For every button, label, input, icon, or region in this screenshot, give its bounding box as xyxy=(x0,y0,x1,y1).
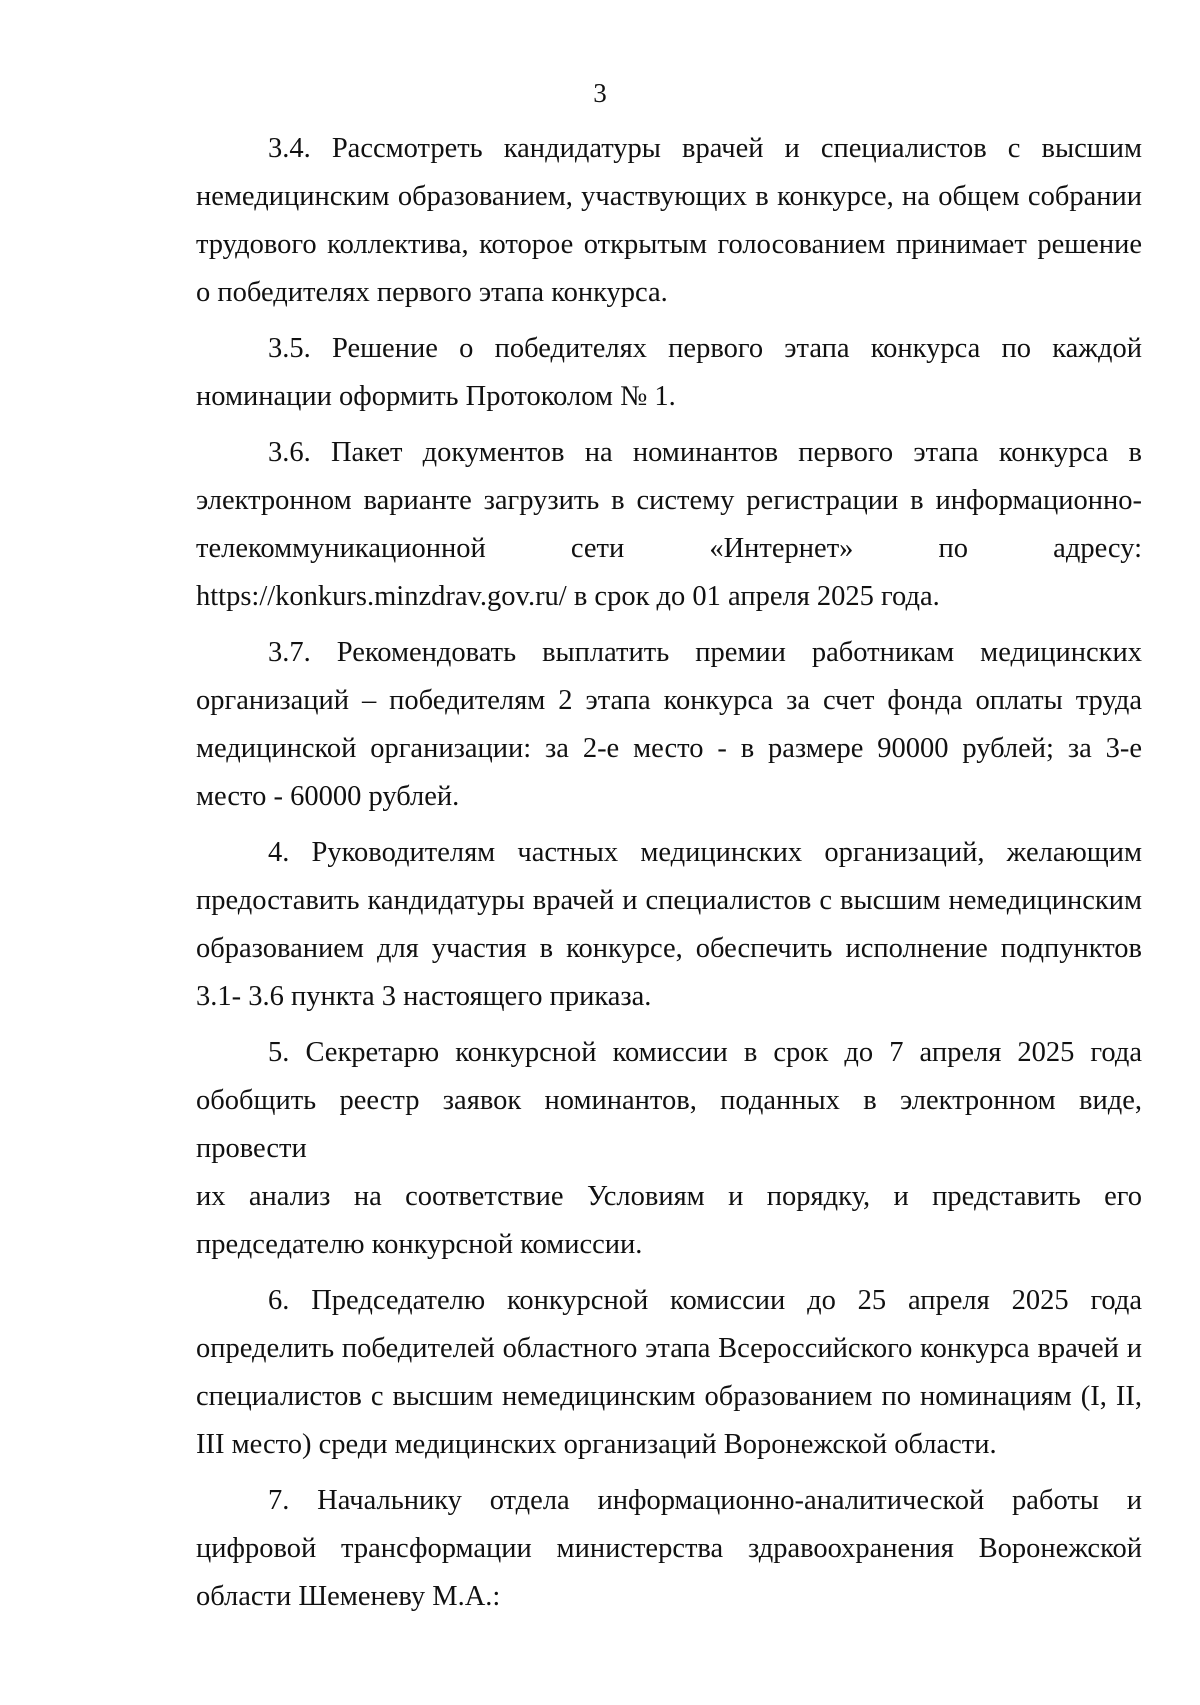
text-line: https://konkurs.minzdrav.gov.ru/ в срок до 01 апреля 2025 года. xyxy=(196,581,940,612)
paragraph-p3-5 xyxy=(196,325,1142,421)
text-line: 7. Начальнику отдела информационно-аналитической работы и xyxy=(268,1485,1142,1516)
text-line: место - 60000 рублей. xyxy=(196,781,460,812)
paragraph-p3-7 xyxy=(196,629,1142,821)
text-line: образованием для участия в конкурсе, обеспечить исполнение подпунктов xyxy=(196,933,1142,964)
document-body xyxy=(196,125,1142,1629)
paragraph-p3-4 xyxy=(196,125,1142,317)
text-line: 3.5. Решение о победителях первого этапа конкурса по каждой xyxy=(268,333,1142,364)
paragraph-p4 xyxy=(196,829,1142,1021)
page-number: 3 xyxy=(593,78,607,108)
text-line: их анализ на соответствие Условиям и порядку, и представить его xyxy=(196,1181,1142,1212)
text-line: 4. Руководителям частных медицинских организаций, желающим xyxy=(268,837,1142,868)
text-line: 6. Председателю конкурсной комиссии до 25 апреля 2025 года xyxy=(268,1285,1142,1316)
text-line: о победителях первого этапа конкурса. xyxy=(196,277,668,308)
text-line: обобщить реестр заявок номинантов, поданных в электронном виде, провести xyxy=(196,1085,1142,1164)
text-line: предоставить кандидатуры врачей и специалистов с высшим немедицинским xyxy=(196,885,1142,916)
text-line: определить победителей областного этапа Всероссийского конкурса врачей и xyxy=(196,1333,1142,1364)
text-line: организаций – победителям 2 этапа конкурса за счет фонда оплаты труда xyxy=(196,685,1142,716)
text-line: 3.6. Пакет документов на номинантов первого этапа конкурса в xyxy=(268,437,1142,468)
text-line: 5. Секретарю конкурсной комиссии в срок до 7 апреля 2025 года xyxy=(268,1037,1142,1068)
text-line: 3.4. Рассмотреть кандидатуры врачей и специалистов с высшим xyxy=(268,133,1142,164)
paragraph-p5 xyxy=(196,1029,1142,1269)
paragraph-p6 xyxy=(196,1277,1142,1469)
text-line: председателю конкурсной комиссии. xyxy=(196,1229,643,1260)
text-line: немедицинским образованием, участвующих в конкурсе, на общем собрании xyxy=(196,181,1142,212)
text-line: цифровой трансформации министерства здравоохранения Воронежской xyxy=(196,1533,1142,1564)
paragraph-p3-6 xyxy=(196,429,1142,621)
text-line: трудового коллектива, которое открытым голосованием принимает решение xyxy=(196,229,1142,260)
text-line: III место) среди медицинских организаций Воронежской области. xyxy=(196,1429,997,1460)
text-line: телекоммуникационной сети «Интернет» по адресу: xyxy=(196,533,1142,564)
text-line: номинации оформить Протоколом № 1. xyxy=(196,381,676,412)
paragraph-p7 xyxy=(196,1477,1142,1621)
text-line: специалистов с высшим немедицинским образованием по номинациям (I, II, xyxy=(196,1381,1142,1412)
text-line: электронном варианте загрузить в систему регистрации в информационно- xyxy=(196,485,1142,516)
text-line: 3.1- 3.6 пункта 3 настоящего приказа. xyxy=(196,981,652,1012)
text-line: области Шеменеву М.А.: xyxy=(196,1581,501,1612)
text-line: медицинской организации: за 2-е место - в размере 90000 рублей; за 3-е xyxy=(196,733,1142,764)
text-line: 3.7. Рекомендовать выплатить премии работникам медицинских xyxy=(268,637,1142,668)
